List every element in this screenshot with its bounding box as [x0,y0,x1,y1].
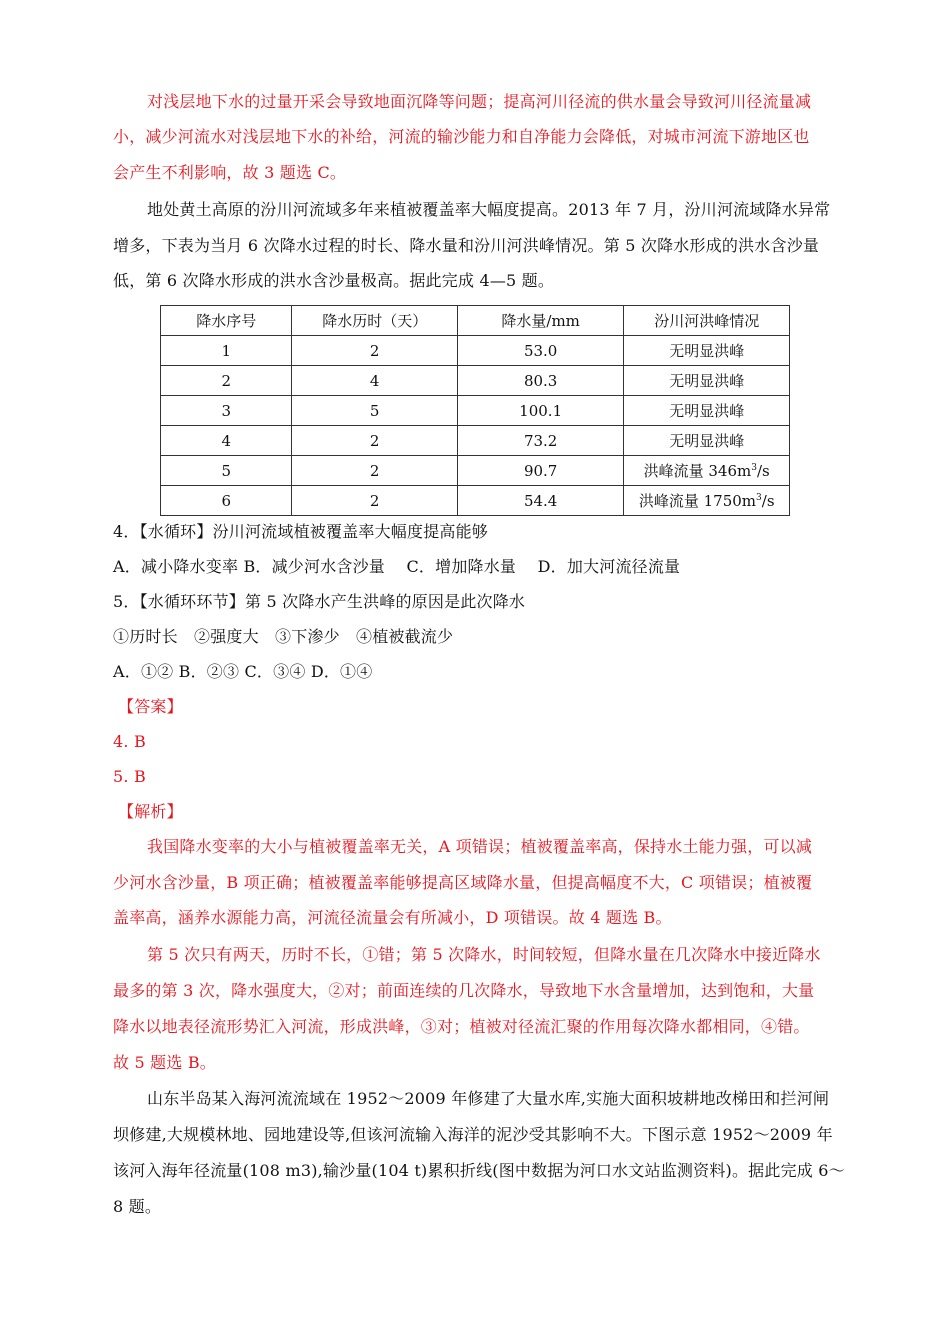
table-cell-flood: 无明显洪峰 [624,426,790,456]
intro-q6-8-line-4: 8 题。 [113,1197,162,1216]
table-cell-no: 6 [161,486,292,516]
flood-value: 洪峰流量 1750m [638,492,757,510]
answer-5: 5. B [113,767,146,786]
table-cell-rain: 80.3 [457,366,623,396]
table-row [161,456,790,486]
table-row [161,366,790,396]
analysis-q4-line-3: 盖率高，涵养水源能力高，河流径流量会有所减小，D 项错误。故 4 题选 B。 [113,908,672,927]
question-5-options: A．①② B．②③ C．③④ D．①④ [113,662,373,681]
table-header-cell: 汾川河洪峰情况 [624,306,790,336]
table-row [161,426,790,456]
table-cell-no: 1 [161,336,292,366]
flood-value: 洪峰流量 346m [643,462,752,480]
table-row [161,486,790,516]
table-cell-no: 5 [161,456,292,486]
table-cell-flood [624,456,790,486]
flood-unit-exponent: 3 [756,493,762,503]
question-5-stem: 5．【水循环环节】第 5 次降水产生洪峰的原因是此次降水 [113,592,526,611]
analysis-heading: 【解析】 [118,802,183,821]
table-cell-rain: 54.4 [457,486,623,516]
table-cell-days: 5 [292,396,457,426]
table-row [161,336,790,366]
intro-q6-8-line-3: 该河入海年径流量(108 m3),输沙量(104 t)累积折线(图中数据为河口水文站监测资料)。据此完成 6～ [113,1161,845,1180]
answer-heading: 【答案】 [118,697,183,716]
table-cell-days: 2 [292,426,457,456]
question-4-options: A．减小降水变率 B．减少河水含沙量 C．增加降水量 D．加大河流径流量 [113,557,681,576]
table-cell-no: 4 [161,426,292,456]
table-cell-rain: 100.1 [457,396,623,426]
table-cell-flood: 无明显洪峰 [624,336,790,366]
analysis-q5-line-4: 故 5 题选 B。 [113,1053,216,1072]
table-header-cell: 降水历时（天） [292,306,457,336]
flood-unit-tail: /s [761,492,775,510]
analysis-q5-line-3: 降水以地表径流形势汇入河流，形成洪峰，③对；植被对径流汇聚的作用每次降水都相同，④错。 [113,1017,810,1036]
table-header-cell: 降水量/mm [457,306,623,336]
table-cell-flood [624,486,790,516]
answer-4: 4. B [113,732,146,751]
table-header-row [161,306,790,336]
table-cell-rain: 90.7 [457,456,623,486]
table-cell-days: 2 [292,456,457,486]
table-cell-days: 4 [292,366,457,396]
analysis-q4-line-2: 少河水含沙量，B 项正确；植被覆盖率能够提高区域降水量，但提高幅度不大，C 项错误；植被覆 [113,873,813,892]
explanation-q3-line-1: 对浅层地下水的过量开采会导致地面沉降等问题；提高河川径流的供水量会导致河川径流量减 [147,92,812,111]
intro-q6-8-line-2: 坝修建,大规模林地、园地建设等,但该河流输入海洋的泥沙受其影响不大。下图示意 1952～2009 年 [113,1125,833,1144]
question-4-stem: 4．【水循环】汾川河流域植被覆盖率大幅度提高能够 [113,522,488,541]
explanation-q3-line-2: 小，减少河流水对浅层地下水的补给，河流的输沙能力和自净能力会降低，对城市河流下游地区也 [113,127,810,146]
explanation-q3-line-3: 会产生不利影响，故 3 题选 C。 [113,163,347,182]
table-cell-flood: 无明显洪峰 [624,366,790,396]
intro-q4-5-line-3: 低，第 6 次降水形成的洪水含沙量极高。据此完成 4—5 题。 [113,271,555,290]
analysis-q5-line-1: 第 5 次只有两天，历时不长，①错；第 5 次降水，时间较短，但降水量在几次降水中接近降水 [147,945,821,964]
table-row [161,396,790,426]
table-cell-rain: 73.2 [457,426,623,456]
rainfall-flood-table [160,305,790,516]
analysis-q5-line-2: 最多的第 3 次，降水强度大，②对；前面连续的几次降水，导致地下水含量增加，达到饱和，大量 [113,981,815,1000]
intro-q4-5-line-2: 增多，下表为当月 6 次降水过程的时长、降水量和汾川河洪峰情况。第 5 次降水形成的洪水含沙量 [113,236,820,255]
table-cell-rain: 53.0 [457,336,623,366]
table-cell-days: 2 [292,336,457,366]
table-cell-flood: 无明显洪峰 [624,396,790,426]
table-cell-no: 3 [161,396,292,426]
flood-unit-exponent: 3 [751,463,757,473]
intro-q6-8-line-1: 山东半岛某入海河流流域在 1952～2009 年修建了大量水库,实施大面积坡耕地改梯田和拦河闸 [147,1089,830,1108]
table-header-cell: 降水序号 [161,306,292,336]
analysis-q4-line-1: 我国降水变率的大小与植被覆盖率无关，A 项错误；植被覆盖率高，保持水土能力强，可以减 [147,837,813,856]
flood-unit-tail: /s [756,462,770,480]
intro-q4-5-line-1: 地处黄土高原的汾川河流域多年来植被覆盖率大幅度提高。2013 年 7 月，汾川河流域降水异常 [147,200,831,219]
table-cell-days: 2 [292,486,457,516]
question-5-items: ①历时长 ②强度大 ③下渗少 ④植被截流少 [113,627,454,646]
table-cell-no: 2 [161,366,292,396]
